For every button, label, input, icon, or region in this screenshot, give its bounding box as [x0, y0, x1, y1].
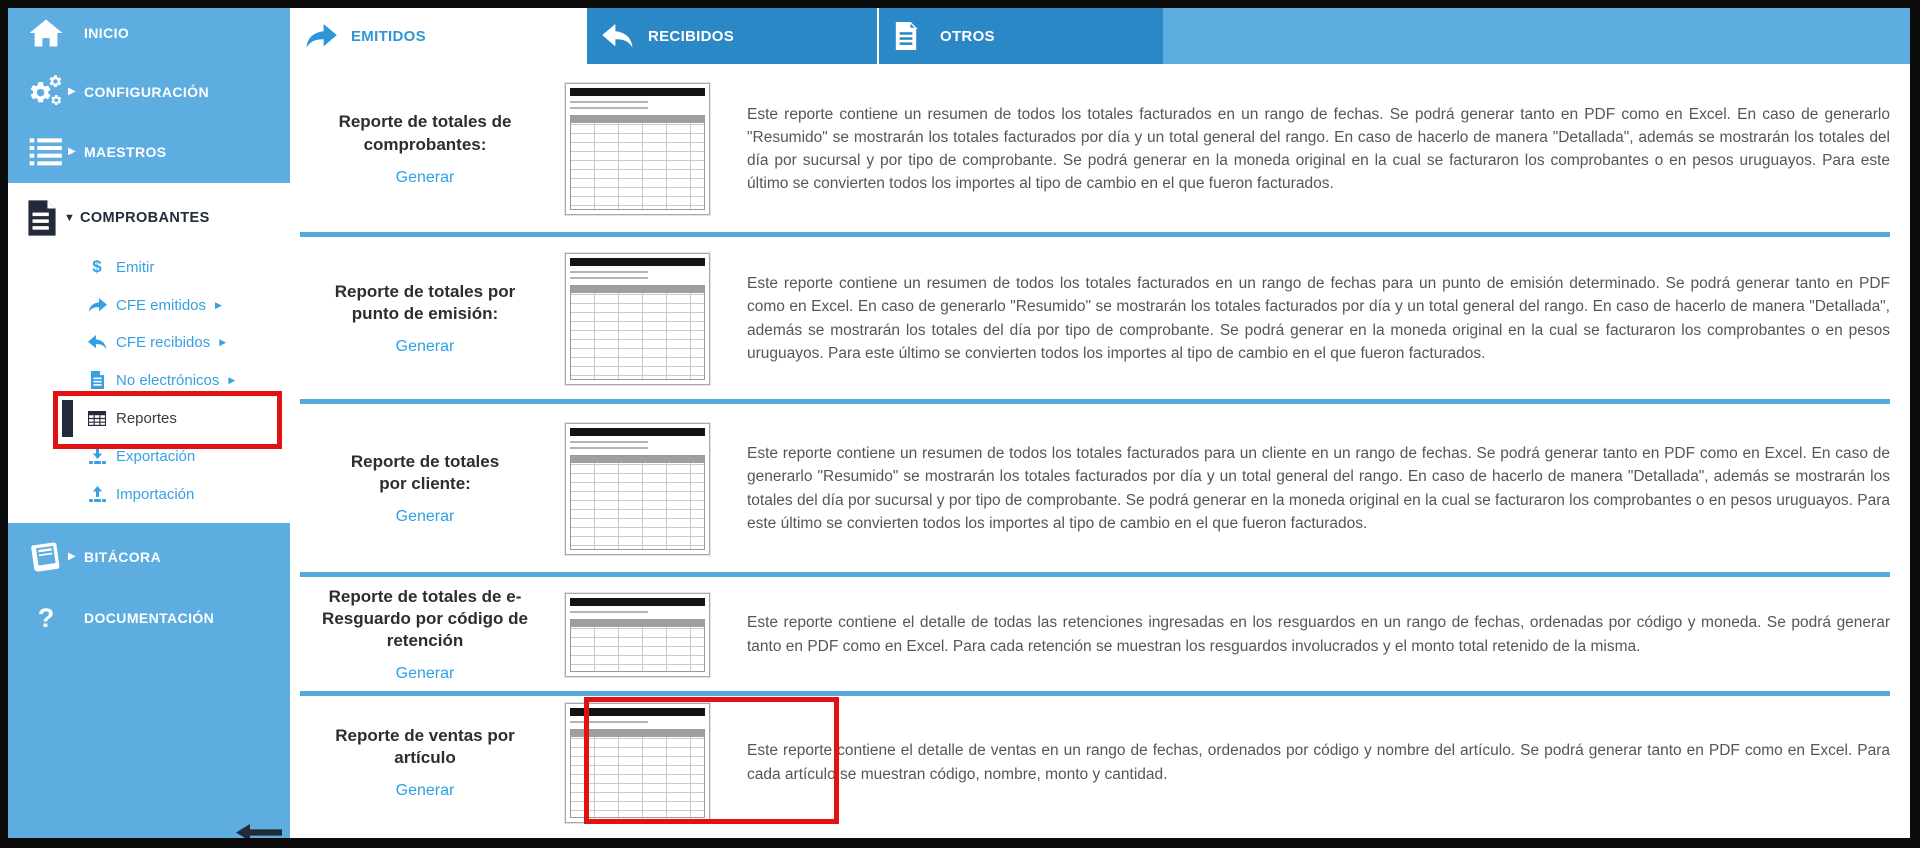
sidebar-item-label: MAESTROS: [84, 144, 167, 160]
report-title-block: [300, 451, 550, 526]
sidebar-item-label: No electrónicos: [116, 371, 220, 389]
question-icon: ?: [37, 602, 55, 633]
book-icon: [24, 541, 68, 573]
upload-icon: [86, 486, 108, 502]
tab-label: OTROS: [940, 27, 995, 45]
document-icon: [20, 199, 64, 237]
report-title: Reporte de ventas por artículo: [335, 725, 515, 767]
document-icon: [894, 22, 928, 50]
forward-arrow-icon: [86, 298, 108, 313]
sidebar-item-documentacion[interactable]: [8, 601, 290, 635]
report-row: [290, 695, 1910, 830]
report-description: Este reporte contiene un resumen de todos los totales facturados para un cliente en un rango de fechas. Se podrá generar tanto en PDF como en Excel. En caso de generarlo "Resumido" se mostrarán los totales facturados por día y un total general del rango. En caso de hacerlo de manera "Detallada", además se mostrarán los totales del día por sucursal y por tipo de comprobante. Se podrá generar en la moneda original en la cual se facturaron los comprobantes o en pesos uruguayos. Para este último se convierten todos los importes al tipo de cambio en el que fueron facturados.: [747, 445, 1890, 532]
report-description: Este reporte contiene el detalle de todas las retenciones ingresadas en los resguardos en un rango de fechas, ordenadas por código y moneda. Se podrá generar tanto en PDF como en Excel. Para cada retención se muestran los resguardos involucrados y el monto total retenido de la misma.: [747, 614, 1890, 655]
report-description: Este reporte contiene un resumen de todos los totales facturados en un rango de fechas. Se podrá generar tanto en PDF como en Excel. En caso de generarlo "Resumido" se mostrarán los totales facturados por día y un total general del rango. En caso de hacerlo de manera "Detallada", además se mostrarán los totales del día por sucursal y por tipo de comprobante. Se podrá generar en la moneda original en la cual se facturaron los comprobantes o en pesos uruguayos. Para este último se convierten todos los importes al tipo de cambio en el que fueron facturados.: [747, 105, 1890, 193]
chevron-right-icon: ▶: [68, 86, 76, 97]
list-icon: [24, 137, 68, 167]
chevron-right-icon: ▶: [215, 299, 222, 310]
sidebar-item-label: DOCUMENTACIÓN: [84, 610, 215, 626]
report-thumbnail: [565, 253, 710, 385]
sidebar-item-maestros[interactable]: [8, 135, 290, 169]
report-title-block: [300, 725, 550, 800]
sidebar-item-label: CFE emitidos: [116, 296, 207, 314]
generar-link[interactable]: Generar: [395, 782, 455, 800]
chevron-right-icon: ▶: [219, 336, 227, 347]
tab-otros[interactable]: [877, 8, 1163, 64]
tab-label: EMITIDOS: [351, 27, 426, 45]
sidebar-item-emitir[interactable]: [8, 251, 290, 283]
report-preview-image: [565, 703, 710, 823]
file-icon: [86, 371, 108, 389]
sidebar-item-cfe-recibidos[interactable]: [8, 326, 290, 358]
sidebar-item-label: BITÁCORA: [84, 549, 162, 565]
report-thumbnail: [565, 83, 710, 215]
report-title-block: [300, 586, 550, 683]
sidebar-item-label: Emitir: [116, 258, 155, 276]
sidebar-item-comprobantes[interactable]: [8, 201, 290, 235]
report-title-block: [300, 111, 550, 186]
report-description: Este reporte contiene el detalle de ventas en un rango de fechas, ordenados por código y nombre del artículo. Se podrá generar tanto en PDF como en Excel. Para cada artículo se muestran código, nombre, monto y cantidad.: [747, 742, 1890, 783]
report-row: [290, 576, 1910, 693]
chevron-down-icon: ▼: [64, 211, 75, 224]
app-window: [8, 8, 1910, 838]
sidebar-item-cfe-emitidos[interactable]: [8, 289, 290, 321]
report-preview-image: [565, 593, 710, 677]
report-title: Reporte de totales por punto de emisión:: [334, 281, 516, 323]
sidebar-item-label: CFE recibidos: [116, 333, 211, 351]
generar-link[interactable]: Generar: [395, 508, 455, 526]
sidebar-item-label: Importación: [116, 485, 195, 503]
home-icon: [24, 18, 68, 48]
chevron-right-icon: ▶: [68, 146, 76, 157]
forward-arrow-icon: [305, 24, 339, 49]
sidebar-item-exportacion[interactable]: [8, 440, 290, 472]
sidebar-item-label: Exportación: [116, 447, 196, 465]
report-title: Reporte de totales por cliente:: [350, 451, 500, 493]
report-row: [290, 64, 1910, 234]
report-preview-image: [565, 423, 710, 555]
report-thumbnail: [565, 703, 710, 823]
report-preview-image: [565, 253, 710, 385]
sidebar-item-no-electronicos[interactable]: [8, 364, 290, 396]
report-preview-image: [565, 83, 710, 215]
report-title: Reporte de totales de e-Resguardo por código de retención: [322, 586, 528, 651]
gears-icon: [24, 74, 68, 110]
dollar-icon: $: [92, 257, 102, 276]
download-icon: [86, 448, 108, 464]
chevron-right-icon: ▶: [68, 551, 76, 562]
report-description: Este reporte contiene un resumen de todos los totales facturados en un rango de fechas para un punto de emisión determinado. Se podrá generar tanto en PDF como en Excel. En caso de generarlo "Resumido" se mostrarán los totales facturados por día y un total general del rango. En caso de hacerlo de manera "Detallada", además se mostrarán los totales del día por tipo de comprobante. Se podrá generar en la moneda original en la cual se facturaron los comprobantes o en pesos uruguayos. Para este último se convierten todos los importes al tipo de cambio en el que fueron facturados.: [747, 275, 1890, 362]
report-title: Reporte de totales de comprobantes:: [338, 112, 512, 154]
sidebar-item-label: COMPROBANTES: [80, 210, 210, 226]
tab-label: RECIBIDOS: [648, 27, 735, 45]
report-thumbnail: [565, 423, 710, 555]
sidebar-item-reportes[interactable]: [8, 402, 290, 434]
sidebar-item-label: INICIO: [84, 25, 130, 41]
reply-arrow-icon: [86, 335, 108, 350]
generar-link[interactable]: Generar: [395, 665, 455, 683]
selected-item-bar: [62, 400, 73, 437]
chevron-right-icon: ▶: [228, 374, 236, 385]
sidebar-item-bitacora[interactable]: [8, 540, 290, 574]
sidebar-item-label: Reportes: [116, 409, 177, 427]
tab-recibidos[interactable]: [587, 8, 877, 64]
sidebar: [8, 8, 290, 838]
sidebar-item-importacion[interactable]: [8, 478, 290, 510]
tab-emitidos[interactable]: [290, 8, 587, 64]
report-thumbnail: [565, 593, 710, 677]
left-arrow-annotation-icon: [236, 824, 282, 838]
report-row: [290, 236, 1910, 401]
table-icon: [86, 411, 108, 426]
generar-link[interactable]: Generar: [395, 338, 455, 356]
sidebar-item-configuracion[interactable]: [8, 75, 290, 109]
report-row: [290, 403, 1910, 574]
generar-link[interactable]: Generar: [395, 168, 455, 186]
reply-arrow-icon: [602, 24, 636, 49]
sidebar-item-inicio[interactable]: [8, 16, 290, 50]
main-content: [290, 8, 1910, 838]
tab-bar: [290, 8, 1910, 64]
sidebar-item-label: CONFIGURACIÓN: [84, 84, 209, 100]
report-title-block: [300, 281, 550, 356]
